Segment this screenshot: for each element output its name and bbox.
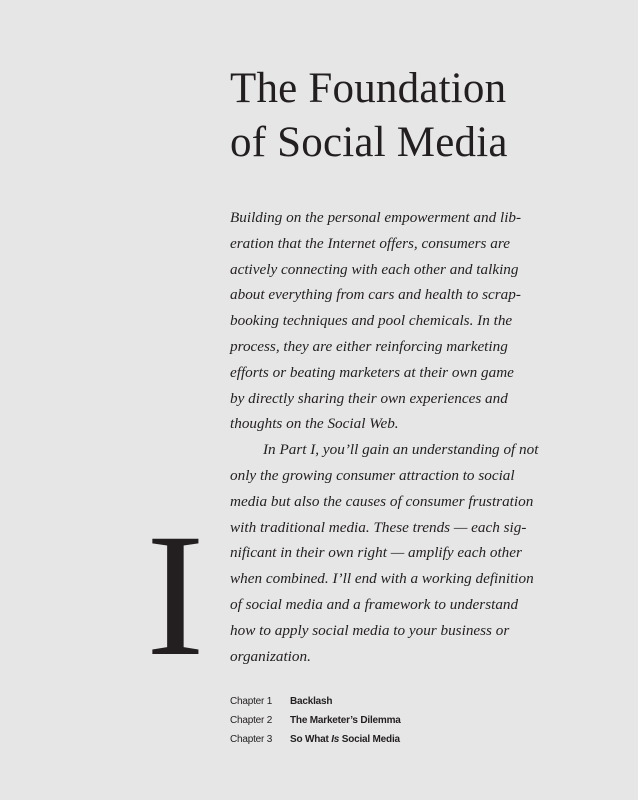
body-line: efforts or beating marketers at their own game (230, 363, 514, 381)
body-line: Building on the personal empowerment and lib- (230, 209, 522, 226)
body-line: of social media and a framework to understand (230, 595, 519, 613)
body-line: only the growing consumer attraction to social (230, 466, 515, 484)
body-line: media but also the causes of consumer frustration (230, 492, 534, 510)
body-line: actively connecting with each other and talking (230, 260, 519, 278)
body-line: booking techniques and pool chemicals. In the (230, 312, 513, 330)
body-line: eration that the Internet offers, consumers are (230, 234, 510, 252)
part-title (230, 62, 610, 170)
part-introduction (230, 205, 566, 669)
chapter-number: Chapter 1 (230, 696, 273, 707)
chapter-item[interactable] (230, 692, 401, 711)
chapter-title-emphasis: Is (331, 734, 340, 745)
body-line: how to apply social media to your business or (230, 621, 510, 639)
body-line: In Part I, you’ll gain an understanding of not (263, 441, 539, 459)
part-numeral: I (146, 498, 205, 693)
chapter-title: Backlash (290, 696, 333, 707)
chapter-title (290, 730, 400, 749)
chapter-title-start: So What (290, 734, 332, 745)
chapter-item[interactable] (230, 711, 401, 730)
chapter-title-end: Social Media (339, 734, 400, 745)
body-line: by directly sharing their own experiences and (230, 389, 508, 407)
body-line: nificant in their own right — amplify each other (230, 544, 522, 562)
chapter-number: Chapter 2 (230, 715, 273, 726)
body-line: thoughts on the Social Web. (230, 415, 399, 433)
body-line: process, they are either reinforcing marketing (230, 337, 508, 355)
chapter-title: The Marketer’s Dilemma (290, 715, 401, 726)
chapter-list (230, 692, 401, 749)
body-line: with traditional media. These trends — each sig- (230, 518, 527, 536)
body-line: about everything from cars and health to scrap- (230, 286, 521, 304)
chapter-item[interactable] (230, 730, 401, 749)
part-title-line-1: The Foundation (230, 65, 507, 112)
part-title-line-2: of Social Media (230, 119, 508, 166)
chapter-number: Chapter 3 (230, 734, 273, 745)
body-line: organization. (230, 647, 311, 665)
body-line: when combined. I’ll end with a working definition (230, 570, 534, 588)
